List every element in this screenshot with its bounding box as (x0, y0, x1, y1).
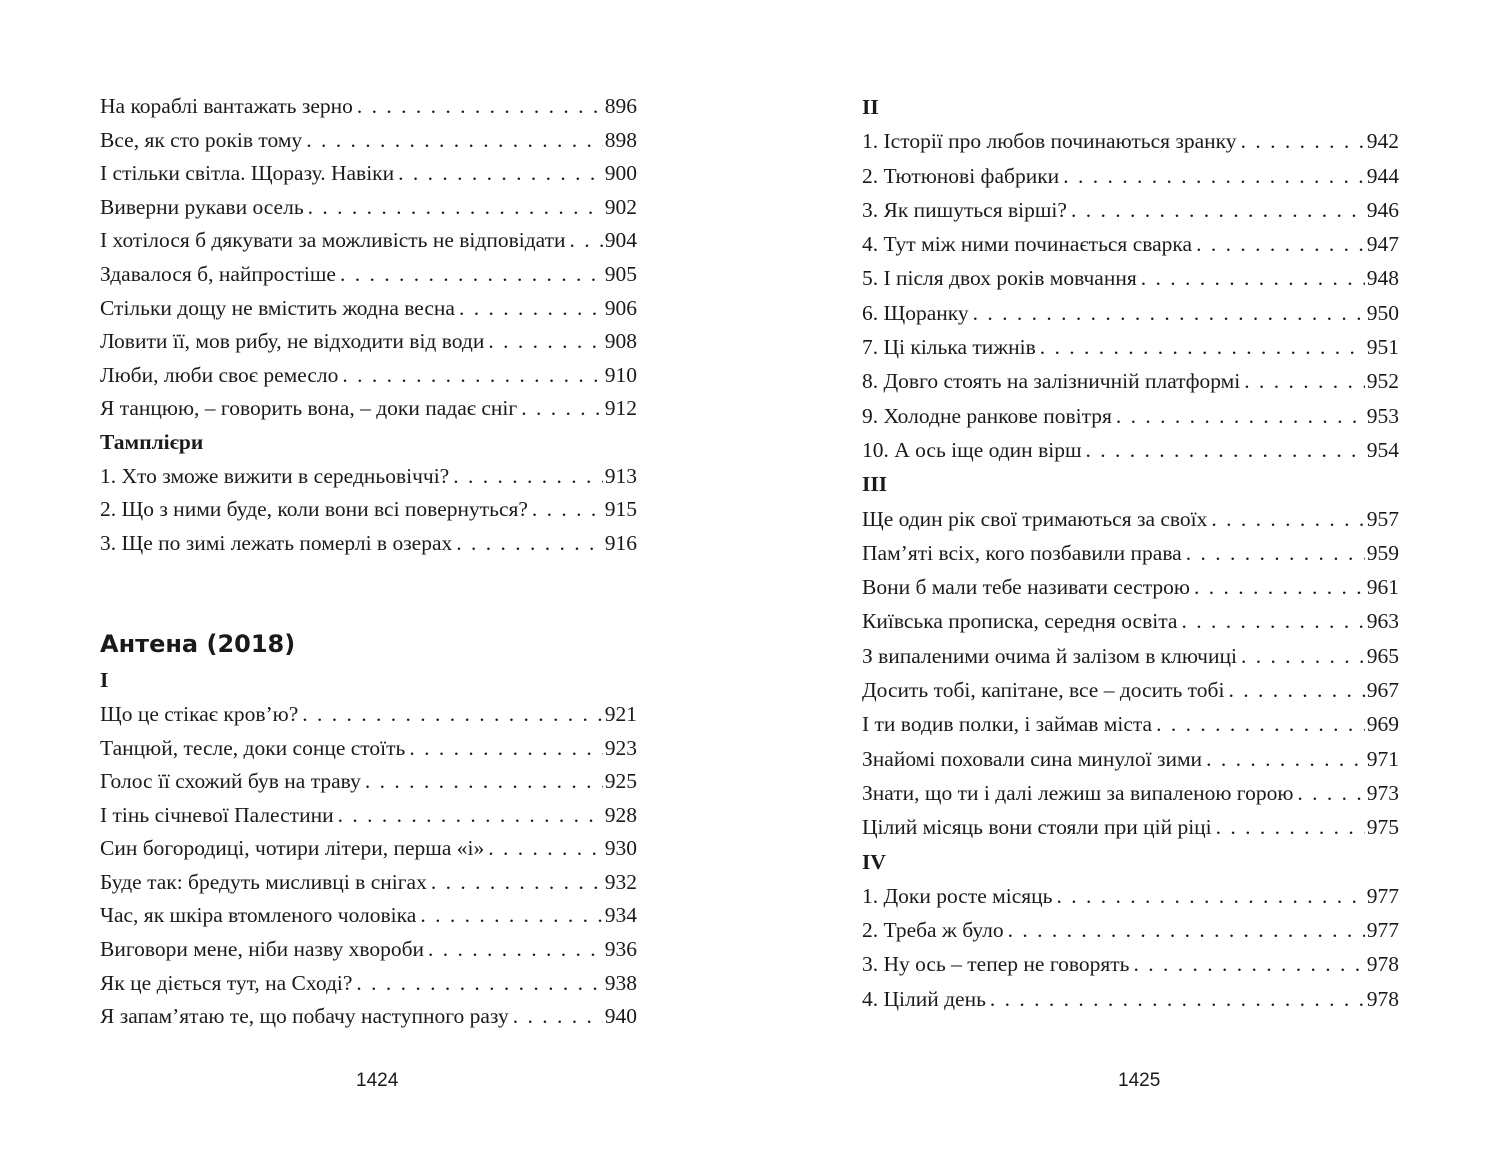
toc-entry: Буде так: бредуть мисливці в снігах . . . 932 (100, 866, 637, 900)
toc-group-templars (100, 460, 637, 561)
toc-group-section-iv (862, 879, 1399, 1016)
toc-entry: Виверни рукави осель . . . 902 (100, 191, 637, 225)
toc-entry: І хотілося б дякувати за можливість не відповідати . . . 904 (100, 224, 637, 258)
toc-entry: 1. Історії про любов починаються зранку . . . 942 (862, 124, 1399, 158)
toc-entry: Час, як шкіра втомленого чоловіка . . . 934 (100, 899, 637, 933)
toc-entry: 2. Треба ж було . . . 977 (862, 913, 1399, 947)
toc-entry: Я танцюю, – говорить вона, – доки падає сніг . . . 912 (100, 392, 637, 426)
toc-entry: І ти водив полки, і займав міста . . . 969 (862, 707, 1399, 741)
toc-group-section-iii (862, 502, 1399, 845)
section-heading-iii: III (862, 472, 888, 497)
toc-entry: 9. Холодне ранкове повітря . . . 953 (862, 399, 1399, 433)
toc-group-section-i (100, 698, 637, 1034)
toc-entry: Як це діється тут, на Сході? . . . 938 (100, 967, 637, 1001)
page-number-right: 1425 (1118, 1070, 1161, 1091)
toc-entry: Київська прописка, середня освіта . . . 963 (862, 604, 1399, 638)
toc-entry: 2. Тютюнові фабрики . . . 944 (862, 159, 1399, 193)
toc-entry: Я запам’ятаю те, що побачу наступного разу . . . 940 (100, 1000, 637, 1034)
toc-entry: Вони б мали тебе називати сестрою . . . 961 (862, 570, 1399, 604)
toc-entry: Син богородиці, чотири літери, перша «і» . . . 930 (100, 832, 637, 866)
toc-entry: Танцюй, тесле, доки сонце стоїть . . . 923 (100, 732, 637, 766)
toc-entry: Ще один рік свої тримаються за своїх . . . 957 (862, 502, 1399, 536)
section-heading-iv: IV (862, 849, 886, 874)
toc-entry: 3. Як пишуться вірші? . . . 946 (862, 193, 1399, 227)
toc-entry: Все, як сто років тому . . . 898 (100, 124, 637, 158)
toc-entry: Голос її схожий був на траву . . . 925 (100, 765, 637, 799)
toc-entry: 4. Тут між ними починається сварка . . . 947 (862, 227, 1399, 261)
page-number-left: 1424 (356, 1070, 399, 1091)
toc-entry: Стільки дощу не вмістить жодна весна . . . 906 (100, 292, 637, 326)
toc-entry: 4. Цілий день . . . 978 (862, 982, 1399, 1016)
collection-title: Антена (2018) (100, 630, 296, 659)
toc-entry: Що це стікає кров’ю? . . . 921 (100, 698, 637, 732)
toc-entry: Здавалося б, найпростіше . . . 905 (100, 258, 637, 292)
toc-entry: І стільки світла. Щоразу. Навіки . . . 900 (100, 157, 637, 191)
toc-entry: На кораблі вантажать зерно . . . 896 (100, 90, 637, 124)
toc-entry: Знати, що ти і далі лежиш за випаленою горою . . . 973 (862, 776, 1399, 810)
toc-entry: 3. Ще по зимі лежать померлі в озерах . . . 916 (100, 527, 637, 561)
toc-entry: 5. І після двох років мовчання . . . 948 (862, 261, 1399, 295)
toc-entry: 2. Що з ними буде, коли вони всі повернуться? . . . 915 (100, 493, 637, 527)
right-page (862, 90, 1399, 1016)
toc-entry: Цілий місяць вони стояли при цій ріці . . . 975 (862, 810, 1399, 844)
toc-entry: Люби, люби своє ремесло . . . 910 (100, 359, 637, 393)
toc-entry: Досить тобі, капітане, все – досить тобі . . . 967 (862, 673, 1399, 707)
toc-group-poems (100, 90, 637, 426)
toc-entry: 1. Хто зможе вижити в середньовіччі? . . . 913 (100, 460, 637, 494)
toc-entry: 3. Ну ось – тепер не говорять . . . 978 (862, 947, 1399, 981)
section-heading-i: I (100, 668, 109, 693)
section-heading-ii: II (862, 95, 879, 119)
toc-entry: З випаленими очима й залізом в ключиці . . . 965 (862, 639, 1399, 673)
toc-entry: І тінь січневої Палестини . . . 928 (100, 799, 637, 833)
toc-entry: Виговори мене, ніби назву хвороби . . . 936 (100, 933, 637, 967)
left-page (100, 90, 637, 1034)
toc-entry: Ловити її, мов рибу, не відходити від води . . . 908 (100, 325, 637, 359)
toc-entry: 1. Доки росте місяць . . . 977 (862, 879, 1399, 913)
toc-entry: Пам’яті всіх, кого позбавили права . . . 959 (862, 536, 1399, 570)
toc-entry: 6. Щоранку . . . 950 (862, 296, 1399, 330)
toc-entry: Знайомі поховали сина минулої зими . . . 971 (862, 742, 1399, 776)
section-heading-templars: Тамплієри (100, 429, 204, 454)
toc-entry: 8. Довго стоять на залізничній платформі . . . 952 (862, 364, 1399, 398)
toc-group-section-ii (862, 124, 1399, 467)
toc-entry: 7. Ці кілька тижнів . . . 951 (862, 330, 1399, 364)
toc-entry: 10. А ось іще один вірш . . . 954 (862, 433, 1399, 467)
